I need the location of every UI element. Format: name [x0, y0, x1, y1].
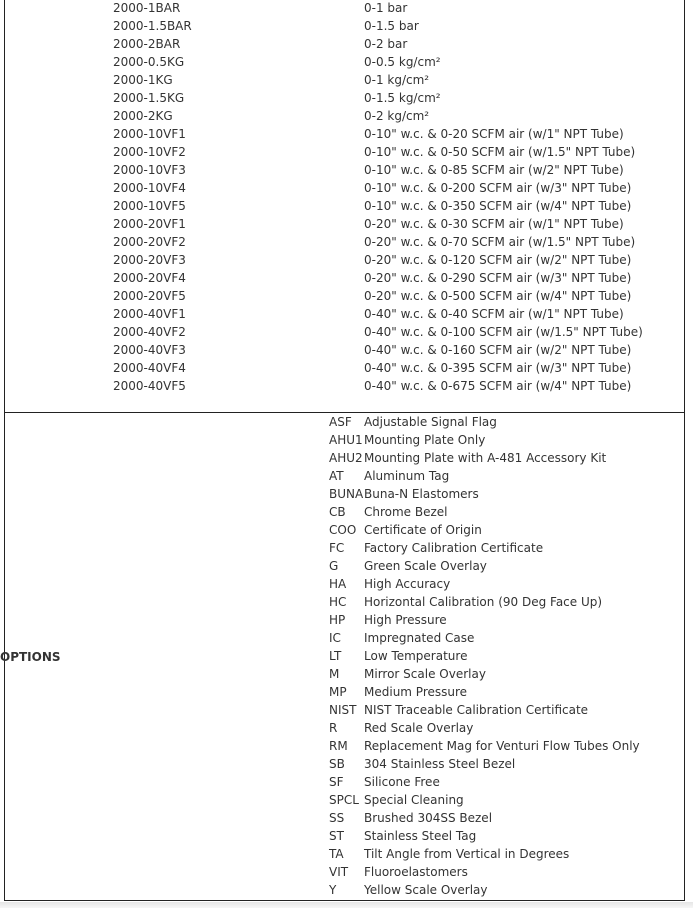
range-row	[5, 324, 684, 342]
option-description: Red Scale Overlay	[364, 721, 474, 735]
range-model: 2000-0.5KG	[113, 55, 185, 69]
range-model: 2000-40VF2	[113, 325, 186, 339]
range-value: 0-10" w.c. & 0-350 SCFM air (w/4" NPT Tube)	[364, 199, 632, 213]
option-code: NIST	[329, 703, 357, 717]
option-description: Special Cleaning	[364, 793, 464, 807]
option-row	[5, 702, 684, 720]
option-description: Stainless Steel Tag	[364, 829, 477, 843]
range-value: 0-1.5 bar	[364, 19, 419, 33]
option-code: SB	[329, 757, 345, 771]
range-row	[5, 0, 684, 18]
range-row	[5, 180, 684, 198]
option-description: Silicone Free	[364, 775, 440, 789]
page-bottom-edge	[0, 902, 693, 908]
range-row	[5, 270, 684, 288]
range-value: 0-10" w.c. & 0-200 SCFM air (w/3" NPT Tube)	[364, 181, 632, 195]
option-description: Aluminum Tag	[364, 469, 450, 483]
option-code: M	[329, 667, 340, 681]
range-model: 2000-10VF4	[113, 181, 186, 195]
option-code: Y	[329, 883, 337, 897]
option-description: 304 Stainless Steel Bezel	[364, 757, 516, 771]
range-model: 2000-2KG	[113, 109, 173, 123]
range-row	[5, 216, 684, 234]
option-row	[5, 666, 684, 684]
range-value: 0-20" w.c. & 0-30 SCFM air (w/1" NPT Tube)	[364, 217, 624, 231]
option-description: High Accuracy	[364, 577, 451, 591]
option-row	[5, 486, 684, 504]
spec-table	[4, 0, 685, 901]
range-model: 2000-20VF2	[113, 235, 186, 249]
range-model: 2000-2BAR	[113, 37, 181, 51]
option-row	[5, 810, 684, 828]
option-row	[5, 612, 684, 630]
range-value: 0-40" w.c. & 0-395 SCFM air (w/3" NPT Tube)	[364, 361, 632, 375]
range-value: 0-40" w.c. & 0-675 SCFM air (w/4" NPT Tube)	[364, 379, 632, 393]
option-description: NIST Traceable Calibration Certificate	[364, 703, 589, 717]
range-row	[5, 18, 684, 36]
range-model: 2000-40VF5	[113, 379, 186, 393]
option-row	[5, 864, 684, 882]
range-row	[5, 72, 684, 90]
option-description: Chrome Bezel	[364, 505, 448, 519]
range-value: 0-2 bar	[364, 37, 408, 51]
option-row	[5, 882, 684, 900]
option-code: MP	[329, 685, 347, 699]
range-model: 2000-20VF4	[113, 271, 186, 285]
option-code: R	[329, 721, 338, 735]
range-row	[5, 54, 684, 72]
option-description: Replacement Mag for Venturi Flow Tubes Only	[364, 739, 640, 753]
option-row	[5, 684, 684, 702]
range-value: 0-20" w.c. & 0-70 SCFM air (w/1.5" NPT Tube)	[364, 235, 636, 249]
option-description: Horizontal Calibration (90 Deg Face Up)	[364, 595, 603, 609]
range-row	[5, 252, 684, 270]
range-value: 0-40" w.c. & 0-100 SCFM air (w/1.5" NPT Tube)	[364, 325, 643, 339]
option-description: Certificate of Origin	[364, 523, 482, 537]
option-code: SS	[329, 811, 345, 825]
range-model: 2000-1.5KG	[113, 91, 185, 105]
option-code: BUNA	[329, 487, 364, 501]
range-value: 0-20" w.c. & 0-500 SCFM air (w/4" NPT Tube)	[364, 289, 632, 303]
option-code: SPCL	[329, 793, 359, 807]
range-row	[5, 342, 684, 360]
option-row	[5, 450, 684, 468]
option-description: Impregnated Case	[364, 631, 475, 645]
option-code: COO	[329, 523, 357, 537]
range-value: 0-1 kg/cm²	[364, 73, 430, 87]
range-model: 2000-40VF4	[113, 361, 186, 375]
option-description: Brushed 304SS Bezel	[364, 811, 493, 825]
range-value: 0-2 kg/cm²	[364, 109, 430, 123]
option-code: AT	[329, 469, 344, 483]
option-code: HC	[329, 595, 347, 609]
range-value: 0-10" w.c. & 0-50 SCFM air (w/1.5" NPT Tube)	[364, 145, 636, 159]
option-row	[5, 576, 684, 594]
option-row	[5, 828, 684, 846]
range-value: 0-1.5 kg/cm²	[364, 91, 441, 105]
range-row	[5, 234, 684, 252]
range-model: 2000-10VF5	[113, 199, 186, 213]
option-description: Buna-N Elastomers	[364, 487, 479, 501]
range-row	[5, 126, 684, 144]
option-description: Tilt Angle from Vertical in Degrees	[364, 847, 570, 861]
option-row	[5, 792, 684, 810]
range-model: 2000-1.5BAR	[113, 19, 192, 33]
option-description: Mirror Scale Overlay	[364, 667, 486, 681]
option-row	[5, 756, 684, 774]
range-model: 2000-1BAR	[113, 1, 181, 15]
option-code: TA	[329, 847, 344, 861]
range-value: 0-1 bar	[364, 1, 408, 15]
option-description: Factory Calibration Certificate	[364, 541, 544, 555]
option-row	[5, 630, 684, 648]
option-code: ASF	[329, 415, 352, 429]
range-row	[5, 36, 684, 54]
range-row	[5, 360, 684, 378]
option-row	[5, 846, 684, 864]
option-description: Medium Pressure	[364, 685, 468, 699]
option-code: SF	[329, 775, 344, 789]
range-row	[5, 162, 684, 180]
option-code: VIT	[329, 865, 349, 879]
range-model: 2000-20VF5	[113, 289, 186, 303]
range-row	[5, 108, 684, 126]
option-row	[5, 774, 684, 792]
options-section	[5, 413, 684, 901]
range-value: 0-40" w.c. & 0-160 SCFM air (w/2" NPT Tube)	[364, 343, 632, 357]
option-row	[5, 522, 684, 540]
range-value: 0-10" w.c. & 0-20 SCFM air (w/1" NPT Tube)	[364, 127, 624, 141]
range-row	[5, 144, 684, 162]
option-description: Mounting Plate Only	[364, 433, 486, 447]
range-model: 2000-20VF1	[113, 217, 186, 231]
option-code: AHU2	[329, 451, 363, 465]
option-row	[5, 594, 684, 612]
ranges-section	[5, 0, 684, 413]
range-value: 0-20" w.c. & 0-120 SCFM air (w/2" NPT Tube)	[364, 253, 632, 267]
option-description: Yellow Scale Overlay	[364, 883, 488, 897]
range-row	[5, 378, 684, 396]
option-code: RM	[329, 739, 348, 753]
range-model: 2000-10VF3	[113, 163, 186, 177]
option-description: Green Scale Overlay	[364, 559, 487, 573]
option-row	[5, 504, 684, 522]
option-code: ST	[329, 829, 344, 843]
option-row	[5, 738, 684, 756]
option-code: FC	[329, 541, 345, 555]
range-model: 2000-10VF2	[113, 145, 186, 159]
range-row	[5, 198, 684, 216]
option-code: AHU1	[329, 433, 363, 447]
option-row	[5, 540, 684, 558]
option-row	[5, 414, 684, 432]
option-row	[5, 468, 684, 486]
range-model: 2000-1KG	[113, 73, 173, 87]
option-code: LT	[329, 649, 342, 663]
option-code: HP	[329, 613, 346, 627]
option-code: CB	[329, 505, 346, 519]
option-row	[5, 558, 684, 576]
option-code: IC	[329, 631, 341, 645]
options-label: OPTIONS	[0, 650, 61, 664]
range-model: 2000-10VF1	[113, 127, 186, 141]
range-row	[5, 90, 684, 108]
range-row	[5, 288, 684, 306]
range-model: 2000-40VF1	[113, 307, 186, 321]
option-row	[5, 432, 684, 450]
range-value: 0-10" w.c. & 0-85 SCFM air (w/2" NPT Tube)	[364, 163, 624, 177]
option-description: High Pressure	[364, 613, 447, 627]
range-model: 2000-40VF3	[113, 343, 186, 357]
range-model: 2000-20VF3	[113, 253, 186, 267]
range-value: 0-20" w.c. & 0-290 SCFM air (w/3" NPT Tube)	[364, 271, 632, 285]
option-description: Fluoroelastomers	[364, 865, 468, 879]
option-row	[5, 648, 684, 666]
option-description: Low Temperature	[364, 649, 468, 663]
range-value: 0-0.5 kg/cm²	[364, 55, 441, 69]
option-code: HA	[329, 577, 347, 591]
option-description: Mounting Plate with A-481 Accessory Kit	[364, 451, 607, 465]
range-row	[5, 306, 684, 324]
option-row	[5, 720, 684, 738]
option-description: Adjustable Signal Flag	[364, 415, 497, 429]
range-value: 0-40" w.c. & 0-40 SCFM air (w/1" NPT Tube)	[364, 307, 624, 321]
option-code: G	[329, 559, 339, 573]
